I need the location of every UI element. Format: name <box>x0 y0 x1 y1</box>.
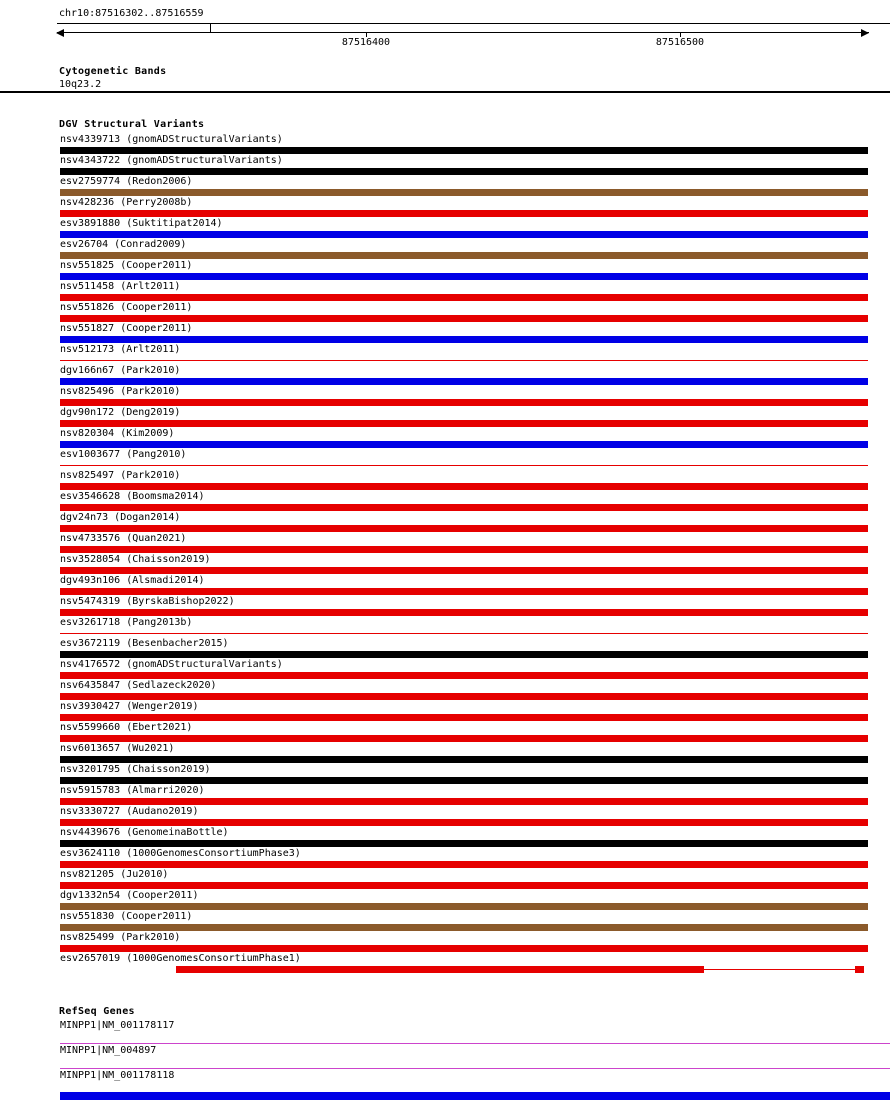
gene-label[interactable]: MINPP1|NM_001178117 <box>60 1020 175 1031</box>
variant-label[interactable]: esv3672119 (Besenbacher2015) <box>60 638 229 649</box>
variant-bar-fill <box>60 336 868 343</box>
variant-track-row <box>0 259 890 280</box>
variant-bar[interactable] <box>60 252 868 259</box>
variant-track-row <box>0 574 890 595</box>
variant-bar-fill <box>60 882 868 889</box>
variant-track-row <box>0 931 890 952</box>
variant-bar-segment <box>704 969 856 970</box>
variant-track-row <box>0 364 890 385</box>
variant-bar-fill <box>60 735 868 742</box>
variant-bar[interactable] <box>60 504 868 511</box>
variant-bar[interactable] <box>60 819 868 826</box>
variant-label[interactable]: nsv820304 (Kim2009) <box>60 428 175 439</box>
variant-track-row <box>0 637 890 658</box>
variant-bar-fill <box>60 378 868 385</box>
variant-label[interactable]: nsv5474319 (ByrskaBishop2022) <box>60 596 235 607</box>
variant-label[interactable]: nsv3201795 (Chaisson2019) <box>60 764 211 775</box>
variant-bar-fill <box>60 672 868 679</box>
variant-label[interactable]: esv2759774 (Redon2006) <box>60 176 193 187</box>
variant-track-row <box>0 385 890 406</box>
ruler-tick-label: 87516400 <box>341 37 391 48</box>
variant-bar-fill <box>60 189 868 196</box>
variant-bar[interactable] <box>60 840 868 847</box>
variant-track-row <box>0 847 890 868</box>
variant-bar[interactable] <box>60 966 868 973</box>
variant-track-row <box>0 952 890 973</box>
variant-bar[interactable] <box>60 483 868 490</box>
variant-bar[interactable] <box>60 882 868 889</box>
refseq-section-title: RefSeq Genes <box>59 1006 135 1017</box>
variant-label[interactable]: esv3624110 (1000GenomesConsortiumPhase3) <box>60 848 301 859</box>
variant-track-row <box>0 133 890 154</box>
variant-bar-fill <box>60 525 868 532</box>
variant-bar-fill <box>60 315 868 322</box>
variant-bar-fill <box>60 633 868 634</box>
variant-track-row <box>0 784 890 805</box>
variant-label[interactable]: nsv3528054 (Chaisson2019) <box>60 554 211 565</box>
coordinate-ruler[interactable] <box>0 0 890 52</box>
variant-track-row <box>0 427 890 448</box>
gene-track-row <box>0 1019 890 1044</box>
variant-track-row <box>0 175 890 196</box>
variant-track-row <box>0 910 890 931</box>
gene-label[interactable]: MINPP1|NM_001178118 <box>60 1070 175 1081</box>
variant-track-row <box>0 805 890 826</box>
region-label: chr10:87516302..87516559 <box>59 8 204 19</box>
cytoband-bar[interactable] <box>0 91 890 93</box>
variant-track-row <box>0 217 890 238</box>
variant-label[interactable]: nsv6435847 (Sedlazeck2020) <box>60 680 217 691</box>
ruler-left-arrow-icon <box>56 29 64 37</box>
variant-bar[interactable] <box>60 945 868 952</box>
variant-bar-fill <box>60 231 868 238</box>
variant-track-row <box>0 238 890 259</box>
variant-bar[interactable] <box>60 441 868 448</box>
variant-bar-fill <box>60 465 868 466</box>
variant-bar-fill <box>60 210 868 217</box>
gene-label[interactable]: MINPP1|NM_004897 <box>60 1045 157 1056</box>
variant-bar[interactable] <box>60 273 868 280</box>
variant-bar-fill <box>60 651 868 658</box>
variant-track-row <box>0 658 890 679</box>
variant-track-row <box>0 154 890 175</box>
variant-bar-fill <box>60 945 868 952</box>
gene-exon-bar[interactable] <box>60 1092 890 1100</box>
variant-label[interactable]: nsv3330727 (Audano2019) <box>60 806 199 817</box>
variant-label[interactable]: nsv551826 (Cooper2011) <box>60 302 193 313</box>
variant-label[interactable]: nsv825496 (Park2010) <box>60 386 181 397</box>
variant-label[interactable]: dgv493n106 (Alsmadi2014) <box>60 575 205 586</box>
variant-label[interactable]: esv3891880 (Suktitipat2014) <box>60 218 223 229</box>
variant-label[interactable]: dgv166n67 (Park2010) <box>60 365 181 376</box>
variant-bar-fill <box>60 567 868 574</box>
variant-bar-fill <box>60 798 868 805</box>
dgv-variant-list <box>0 133 890 973</box>
variant-label[interactable]: nsv551830 (Cooper2011) <box>60 911 193 922</box>
variant-track-row <box>0 448 890 469</box>
variant-label[interactable]: dgv24n73 (Dogan2014) <box>60 512 181 523</box>
variant-bar[interactable] <box>60 399 868 406</box>
refseq-gene-list <box>0 1019 890 1094</box>
cytoband-name[interactable]: 10q23.2 <box>59 79 102 90</box>
variant-label[interactable]: nsv4733576 (Quan2021) <box>60 533 187 544</box>
variant-track-row <box>0 343 890 364</box>
variant-bar[interactable] <box>60 147 868 154</box>
variant-label[interactable]: nsv551827 (Cooper2011) <box>60 323 193 334</box>
cytoband-section-title: Cytogenetic Bands <box>59 66 167 77</box>
variant-bar[interactable] <box>60 357 868 364</box>
variant-bar-fill <box>60 756 868 763</box>
variant-label[interactable]: nsv4343722 (gnomADStructuralVariants) <box>60 155 283 166</box>
variant-track-row <box>0 721 890 742</box>
variant-label[interactable]: nsv428236 (Perry2008b) <box>60 197 193 208</box>
variant-label[interactable]: nsv3930427 (Wenger2019) <box>60 701 199 712</box>
variant-label[interactable]: nsv825499 (Park2010) <box>60 932 181 943</box>
variant-bar-fill <box>60 903 868 910</box>
variant-track-row <box>0 469 890 490</box>
variant-bar[interactable] <box>60 735 868 742</box>
variant-bar[interactable] <box>60 315 868 322</box>
variant-track-row <box>0 511 890 532</box>
gene-track-row <box>0 1069 890 1094</box>
variant-bar[interactable] <box>60 693 868 700</box>
variant-bar[interactable] <box>60 420 868 427</box>
variant-bar[interactable] <box>60 189 868 196</box>
variant-label[interactable]: esv2657019 (1000GenomesConsortiumPhase1) <box>60 953 301 964</box>
variant-label[interactable]: esv3546628 (Boomsma2014) <box>60 491 205 502</box>
variant-bar[interactable] <box>60 231 868 238</box>
dgv-section-title: DGV Structural Variants <box>59 119 205 130</box>
variant-bar-fill <box>60 714 868 721</box>
variant-bar-fill <box>60 273 868 280</box>
variant-bar[interactable] <box>60 924 868 931</box>
variant-label[interactable]: dgv1332n54 (Cooper2011) <box>60 890 199 901</box>
variant-bar-fill <box>60 546 868 553</box>
variant-bar[interactable] <box>60 777 868 784</box>
variant-bar[interactable] <box>60 546 868 553</box>
variant-label[interactable]: esv1003677 (Pang2010) <box>60 449 187 460</box>
variant-bar-fill <box>60 504 868 511</box>
variant-bar[interactable] <box>60 378 868 385</box>
variant-bar[interactable] <box>60 861 868 868</box>
variant-label[interactable]: dgv90n172 (Deng2019) <box>60 407 181 418</box>
variant-bar-segment <box>176 966 704 973</box>
variant-bar-fill <box>60 420 868 427</box>
variant-bar-fill <box>60 483 868 490</box>
variant-bar-fill <box>60 861 868 868</box>
variant-track-row <box>0 322 890 343</box>
variant-label[interactable]: nsv5599660 (Ebert2021) <box>60 722 193 733</box>
variant-bar-fill <box>60 147 868 154</box>
variant-track-row <box>0 196 890 217</box>
variant-track-row <box>0 679 890 700</box>
variant-bar[interactable] <box>60 294 868 301</box>
variant-bar[interactable] <box>60 168 868 175</box>
gene-track-row <box>0 1044 890 1069</box>
variant-bar[interactable] <box>60 567 868 574</box>
variant-bar-fill <box>60 777 868 784</box>
variant-bar-fill <box>60 441 868 448</box>
variant-bar[interactable] <box>60 798 868 805</box>
variant-bar-fill <box>60 399 868 406</box>
variant-bar[interactable] <box>60 609 868 616</box>
ruler-line <box>57 32 869 33</box>
variant-track-row <box>0 406 890 427</box>
variant-label[interactable]: nsv551825 (Cooper2011) <box>60 260 193 271</box>
variant-label[interactable]: nsv512173 (Arlt2011) <box>60 344 181 355</box>
variant-bar-fill <box>60 840 868 847</box>
variant-bar-fill <box>60 693 868 700</box>
variant-label[interactable]: nsv4439676 (GenomeinaBottle) <box>60 827 229 838</box>
variant-bar-fill <box>60 294 868 301</box>
variant-track-row <box>0 595 890 616</box>
variant-label[interactable]: nsv825497 (Park2010) <box>60 470 181 481</box>
variant-bar-segment <box>855 966 864 973</box>
variant-bar-fill <box>60 168 868 175</box>
variant-label[interactable]: nsv821205 (Ju2010) <box>60 869 169 880</box>
variant-bar[interactable] <box>60 462 868 469</box>
variant-bar[interactable] <box>60 903 868 910</box>
variant-track-row <box>0 700 890 721</box>
variant-bar-fill <box>60 588 868 595</box>
variant-bar[interactable] <box>60 756 868 763</box>
variant-bar[interactable] <box>60 525 868 532</box>
variant-label[interactable]: nsv4176572 (gnomADStructuralVariants) <box>60 659 283 670</box>
variant-track-row <box>0 280 890 301</box>
variant-label[interactable]: esv3261718 (Pang2013b) <box>60 617 193 628</box>
variant-bar[interactable] <box>60 630 868 637</box>
variant-bar-fill <box>60 360 868 361</box>
variant-track-row <box>0 553 890 574</box>
variant-bar[interactable] <box>60 651 868 658</box>
variant-bar-fill <box>60 924 868 931</box>
variant-bar[interactable] <box>60 588 868 595</box>
variant-label[interactable]: nsv5915783 (Almarri2020) <box>60 785 205 796</box>
variant-bar[interactable] <box>60 672 868 679</box>
variant-track-row <box>0 301 890 322</box>
variant-label[interactable]: nsv4339713 (gnomADStructuralVariants) <box>60 134 283 145</box>
variant-label[interactable]: nsv511458 (Arlt2011) <box>60 281 181 292</box>
ruler-minor-tick <box>210 23 211 33</box>
variant-track-row <box>0 763 890 784</box>
ruler-tick-label: 87516500 <box>655 37 705 48</box>
ruler-right-arrow-icon <box>861 29 869 37</box>
variant-bar-fill <box>60 819 868 826</box>
variant-bar[interactable] <box>60 336 868 343</box>
variant-bar-fill <box>60 252 868 259</box>
variant-track-row <box>0 616 890 637</box>
variant-track-row <box>0 826 890 847</box>
variant-label[interactable]: esv26704 (Conrad2009) <box>60 239 187 250</box>
variant-track-row <box>0 490 890 511</box>
variant-label[interactable]: nsv6013657 (Wu2021) <box>60 743 175 754</box>
variant-track-row <box>0 889 890 910</box>
variant-track-row <box>0 868 890 889</box>
variant-bar[interactable] <box>60 714 868 721</box>
variant-track-row <box>0 742 890 763</box>
variant-track-row <box>0 532 890 553</box>
variant-bar-fill <box>60 609 868 616</box>
variant-bar[interactable] <box>60 210 868 217</box>
